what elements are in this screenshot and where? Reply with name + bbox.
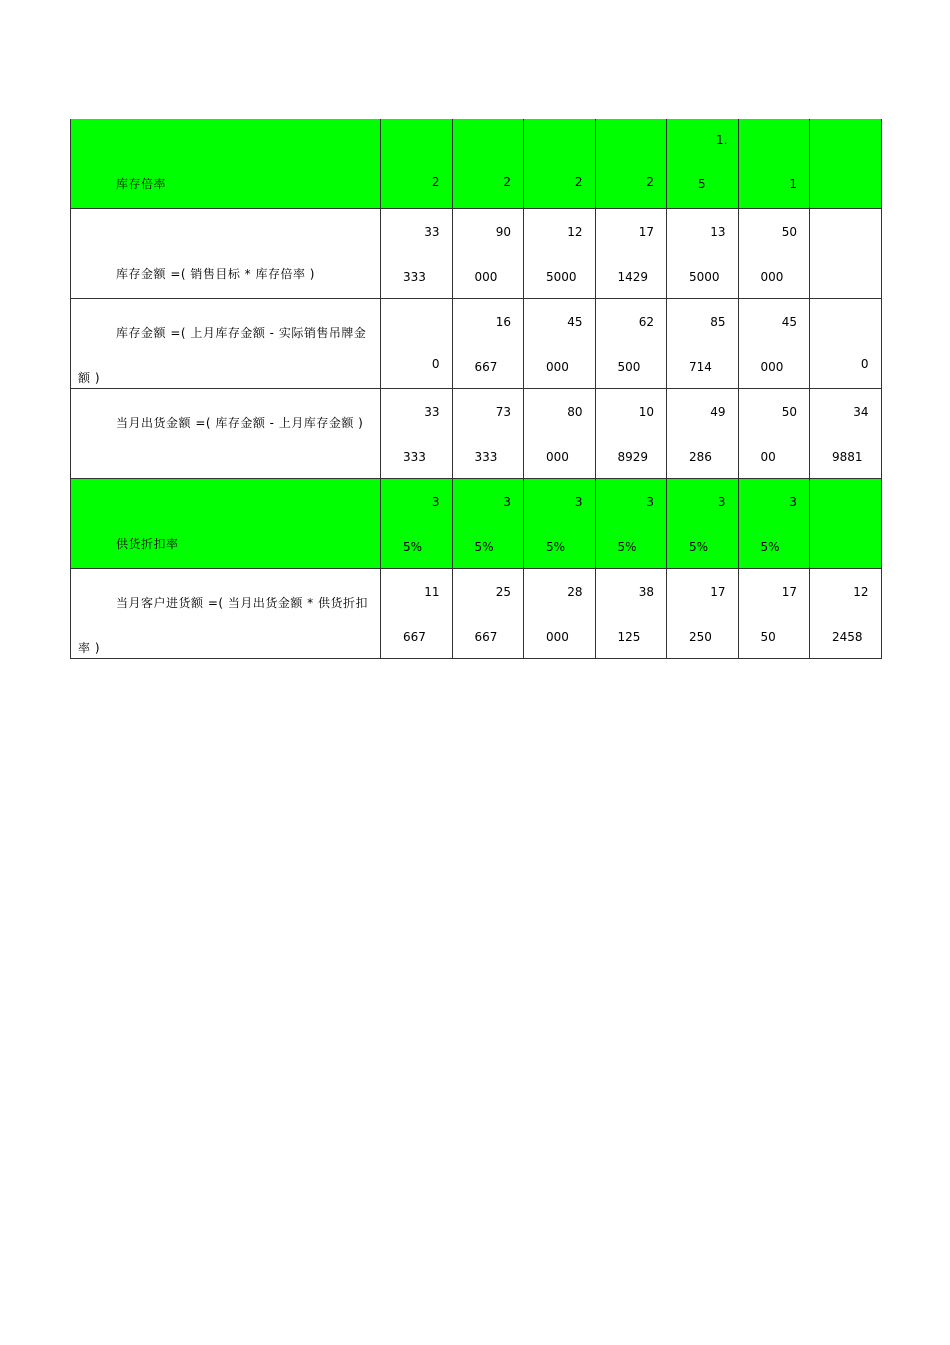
cell-value-top: 17 — [781, 585, 797, 599]
cell-value-bottom: 714 — [689, 360, 712, 374]
cell-value-top: 33 — [424, 405, 440, 419]
cell-value-top: 25 — [495, 585, 511, 599]
value-cell — [738, 479, 810, 569]
cell-value-top: 3 — [503, 495, 511, 509]
value-cell — [595, 299, 667, 389]
cell-value-bottom: 5% — [403, 540, 423, 554]
table-row-supply-discount — [71, 479, 882, 569]
cell-value-top: 13 — [710, 225, 726, 239]
value-cell — [452, 119, 524, 209]
value-cell — [524, 479, 596, 569]
cell-value-bottom: 5% — [760, 540, 780, 554]
table-row-monthly-shipment — [71, 389, 882, 479]
cell-value-top: 28 — [567, 585, 583, 599]
value-cell — [738, 389, 810, 479]
value-cell — [595, 209, 667, 299]
value-cell — [667, 389, 739, 479]
cell-value-bottom: 5000 — [689, 270, 720, 284]
value-cell — [381, 209, 453, 299]
value-cell — [595, 479, 667, 569]
table-row-inventory-amount-adjusted — [71, 299, 882, 389]
cell-value-top: 12 — [567, 225, 583, 239]
cell-value-bottom: 2 — [574, 175, 583, 189]
cell-value-bottom: 000 — [760, 270, 784, 284]
cell-value-top: 17 — [710, 585, 726, 599]
value-cell — [667, 479, 739, 569]
value-cell — [667, 209, 739, 299]
row-label: 库存金额 =( 上月库存金额 - 实际销售吊牌金额 ) — [78, 326, 367, 385]
row-label: 当月出货金额 =( 库存金额 - 上月库存金额 ) — [116, 416, 364, 430]
cell-value-bottom: 50 — [760, 630, 776, 644]
cell-value-bottom: 5% — [617, 540, 637, 554]
cell-value-top: 49 — [710, 405, 726, 419]
cell-value-top: 11 — [424, 585, 440, 599]
value-cell — [595, 119, 667, 209]
cell-value-top: 85 — [710, 315, 726, 329]
value-cell — [667, 119, 739, 209]
table-row-customer-purchase — [71, 569, 882, 659]
cell-value-top: 45 — [567, 315, 583, 329]
cell-value-top: 1. — [716, 133, 728, 147]
cell-value-bottom: 1429 — [617, 270, 649, 284]
cell-value-bottom: 2 — [431, 175, 440, 189]
value-cell — [524, 119, 596, 209]
cell-value-bottom: 667 — [474, 630, 498, 644]
table-row-inventory-amount — [71, 209, 882, 299]
cell-value-top: 12 — [853, 585, 869, 599]
cell-value-bottom: 000 — [546, 630, 569, 644]
cell-value-bottom: 286 — [689, 450, 712, 464]
value-cell — [810, 299, 882, 389]
value-cell — [524, 389, 596, 479]
cell-value-bottom: 000 — [546, 450, 569, 464]
row-label-cell — [71, 479, 381, 569]
row-label-cell — [71, 569, 381, 659]
cell-value-top: 34 — [853, 405, 869, 419]
cell-value-top: 80 — [567, 405, 583, 419]
cell-value-bottom: 5% — [474, 540, 494, 554]
cell-value-bottom: 5 — [698, 177, 706, 191]
cell-value-bottom: 250 — [689, 630, 712, 644]
cell-value-top: 62 — [638, 315, 654, 329]
cell-value-bottom: 500 — [617, 360, 641, 374]
value-cell — [667, 569, 739, 659]
cell-value-top: 3 — [789, 495, 797, 509]
cell-value-top: 73 — [495, 405, 511, 419]
value-cell — [667, 299, 739, 389]
row-label-cell — [71, 209, 381, 299]
value-cell — [524, 299, 596, 389]
cell-value-bottom: 0 — [431, 357, 440, 371]
value-cell — [381, 389, 453, 479]
inventory-table — [70, 119, 882, 659]
cell-value-top: 50 — [781, 225, 797, 239]
value-cell — [810, 479, 882, 569]
cell-value-top: 38 — [638, 585, 654, 599]
cell-value-bottom: 2 — [503, 175, 511, 189]
value-cell — [595, 569, 667, 659]
cell-value-bottom: 333 — [474, 450, 498, 464]
cell-value-bottom: 2458 — [832, 630, 863, 644]
cell-value-top: 16 — [495, 315, 511, 329]
cell-value-bottom: 00 — [760, 450, 776, 464]
cell-value-bottom: 1 — [789, 177, 797, 191]
cell-value-top: 45 — [781, 315, 797, 329]
cell-value-bottom: 125 — [617, 630, 641, 644]
cell-value-bottom: 0 — [860, 357, 869, 371]
value-cell — [381, 299, 453, 389]
cell-value-bottom: 5000 — [546, 270, 577, 284]
cell-value-top: 50 — [781, 405, 797, 419]
cell-value-bottom: 333 — [403, 270, 426, 284]
cell-value-bottom: 5% — [689, 540, 709, 554]
value-cell — [810, 569, 882, 659]
cell-value-top: 3 — [646, 495, 654, 509]
value-cell — [810, 209, 882, 299]
value-cell — [452, 209, 524, 299]
row-label: 供货折扣率 — [116, 537, 179, 551]
value-cell — [381, 479, 453, 569]
value-cell — [452, 479, 524, 569]
cell-value-bottom: 667 — [474, 360, 498, 374]
cell-value-top: 90 — [495, 225, 511, 239]
cell-value-bottom: 9881 — [832, 450, 863, 464]
cell-value-bottom: 5% — [546, 540, 566, 554]
table-row-inventory-ratio — [71, 119, 882, 209]
row-label-cell — [71, 119, 381, 209]
row-label: 库存倍率 — [116, 177, 167, 191]
cell-value-bottom: 333 — [403, 450, 426, 464]
row-label: 库存金额 =( 销售目标 * 库存倍率 ) — [116, 267, 315, 281]
value-cell — [524, 569, 596, 659]
value-cell — [595, 389, 667, 479]
cell-value-top: 17 — [638, 225, 654, 239]
cell-value-bottom: 000 — [474, 270, 498, 284]
value-cell — [452, 389, 524, 479]
value-cell — [810, 119, 882, 209]
cell-value-bottom: 2 — [646, 175, 654, 189]
value-cell — [738, 119, 810, 209]
row-label: 当月客户进货额 =( 当月出货金额 * 供货折扣率 ) — [78, 596, 368, 655]
cell-value-top: 3 — [431, 495, 440, 509]
cell-value-top: 3 — [574, 495, 583, 509]
value-cell — [381, 569, 453, 659]
cell-value-bottom: 8929 — [617, 450, 649, 464]
value-cell — [452, 569, 524, 659]
cell-value-bottom: 000 — [546, 360, 569, 374]
cell-value-top: 3 — [717, 495, 726, 509]
cell-value-top: 10 — [638, 405, 654, 419]
value-cell — [738, 209, 810, 299]
cell-value-top: 33 — [424, 225, 440, 239]
value-cell — [452, 299, 524, 389]
row-label-cell — [71, 389, 381, 479]
value-cell — [738, 299, 810, 389]
value-cell — [738, 569, 810, 659]
cell-value-bottom: 000 — [760, 360, 784, 374]
cell-value-bottom: 667 — [403, 630, 426, 644]
value-cell — [381, 119, 453, 209]
row-label-cell — [71, 299, 381, 389]
value-cell — [524, 209, 596, 299]
value-cell — [810, 389, 882, 479]
